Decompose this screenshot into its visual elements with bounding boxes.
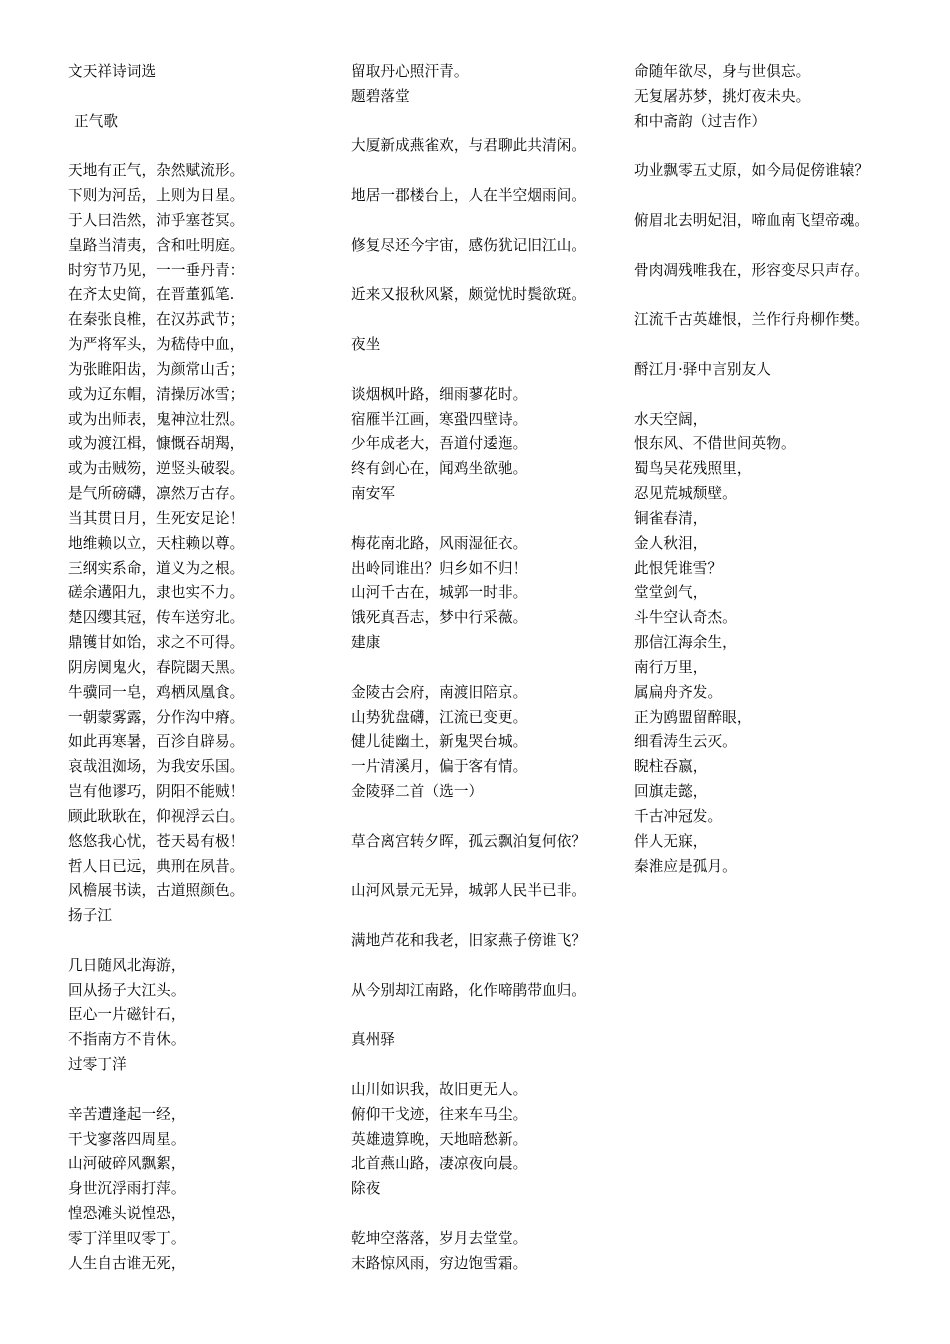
text-line: 文天祥诗词选	[68, 63, 157, 80]
text-line: 当其贯日月，生死安足论！	[68, 509, 245, 527]
text-line: 山川如识我，故旧更无人。	[351, 1080, 528, 1098]
text-line: 恨东风、不借世间英物。	[634, 435, 796, 453]
text-line: 或为渡江楫，慷慨吞胡羯，	[68, 435, 245, 453]
text-line: 一片清溪月，偏于客有情。	[351, 758, 528, 776]
text-line: 酹江月·驿中言别友人	[634, 360, 771, 378]
text-line: 水天空阔，	[634, 410, 708, 428]
blank-line	[68, 134, 330, 159]
text-line: 秦淮应是孤月。	[634, 857, 737, 875]
text-line: 下则为河岳，上则为日星。	[68, 187, 245, 205]
blank-line	[634, 383, 934, 408]
text-line: 伴人无寐，	[634, 832, 708, 850]
text-line: 或为出师表，鬼神泣壮烈。	[68, 410, 245, 428]
blank-line	[351, 110, 621, 135]
text-line: 睨柱吞嬴，	[634, 758, 708, 776]
text-line: 岂有他谬巧，阴阳不能贼！	[68, 783, 245, 801]
text-line: 健儿徒幽土，新鬼哭台城。	[351, 733, 528, 751]
text-column-middle	[351, 60, 621, 1277]
blank-line	[634, 283, 934, 308]
text-line: 或为辽东帽，清操厉冰雪；	[68, 385, 245, 403]
text-line: 或为击贼笏，逆竖头破裂。	[68, 460, 245, 478]
text-line: 那信江海余生，	[634, 634, 737, 652]
blank-line	[351, 358, 621, 383]
text-line: 和中斋韵（过吉作）	[634, 112, 767, 130]
text-line: 回从扬子大江头。	[68, 981, 186, 999]
text-line: 楚囚缨其冠，传车送穷北。	[68, 609, 245, 627]
text-line: 皇路当清夷，含和吐明庭。	[68, 236, 245, 254]
text-line: 金陵古会府，南渡旧陪京。	[351, 683, 528, 701]
text-line: 为张睢阳齿，为颜常山舌；	[68, 360, 245, 378]
text-line: 三纲实系命，道义为之根。	[68, 559, 245, 577]
text-line: 梅花南北路，风雨湿征衣。	[351, 534, 528, 552]
text-line: 功业飘零五丈原，如今局促傍谁辕？	[634, 162, 870, 180]
text-line: 惶恐滩头说惶恐，	[68, 1205, 186, 1223]
text-line: 此恨凭谁雪？	[634, 559, 723, 577]
blank-line	[351, 1053, 621, 1078]
text-line: 终有剑心在，闻鸡坐欲驰。	[351, 460, 528, 478]
text-line: 不指南方不肯休。	[68, 1031, 186, 1049]
text-line: 俯仰干戈迹，往来车马尘。	[351, 1105, 528, 1123]
text-line: 哀哉沮洳场，为我安乐国。	[68, 758, 245, 776]
text-line: 身世沉浮雨打萍。	[68, 1180, 186, 1198]
text-line: 修复尽还今宇宙，感伤犹记旧江山。	[351, 236, 587, 254]
text-line: 鼎镬甘如饴，求之不可得。	[68, 634, 245, 652]
text-line: 悠悠我心忧，苍天曷有极！	[68, 832, 245, 850]
text-line: 蜀鸟吴花残照里，	[634, 460, 752, 478]
text-line: 铜雀春清，	[634, 509, 708, 527]
text-line: 人生自古谁无死，	[68, 1254, 186, 1272]
text-line: 除夜	[351, 1180, 381, 1198]
text-line: 过零丁洋	[68, 1056, 127, 1074]
text-line: 金陵驿二首（选一）	[351, 783, 484, 801]
text-column-right	[634, 60, 934, 879]
blank-line	[351, 855, 621, 880]
text-line: 命随年欲尽，身与世俱忘。	[634, 63, 811, 80]
text-line: 磋余遘阳九，隶也实不力。	[68, 584, 245, 602]
text-line: 千古冲冠发。	[634, 807, 723, 825]
blank-line	[351, 259, 621, 284]
text-line: 俯眉北去明妃泪，啼血南飞望帝魂。	[634, 211, 870, 229]
text-line: 辛苦遭逢起一经，	[68, 1105, 186, 1123]
blank-line	[351, 805, 621, 830]
text-line: 北首燕山路，凄凉夜向晨。	[351, 1155, 528, 1173]
text-line: 干戈寥落四周星。	[68, 1130, 186, 1148]
blank-line	[351, 209, 621, 234]
text-line: 近来又报秋风紧，颇觉忧时鬓欲斑。	[351, 286, 587, 304]
text-line: 金人秋泪，	[634, 534, 708, 552]
text-line: 建康	[351, 634, 381, 652]
blank-line	[351, 656, 621, 681]
text-line: 饿死真吾志，梦中行采薇。	[351, 609, 528, 627]
text-line: 臣心一片磁针石，	[68, 1006, 186, 1024]
text-line: 在齐太史简，在晋董狐笔.	[68, 286, 235, 304]
blank-line	[351, 1202, 621, 1227]
text-line: 题碧落堂	[351, 87, 410, 105]
blank-line	[351, 159, 621, 184]
text-line: 草合离宫转夕晖，孤云飘泊复何依？	[351, 832, 587, 850]
text-line: 出岭同谁出？归乡如不归！	[351, 559, 528, 577]
text-line: 扬子江	[68, 907, 113, 925]
text-line: 哲人日已远，典刑在夙昔。	[68, 857, 245, 875]
text-line: 末路惊风雨，穷边饱雪霜。	[351, 1254, 528, 1272]
blank-line	[351, 954, 621, 979]
blank-line	[634, 333, 934, 358]
text-line: 一朝蒙雾露，分作沟中瘠。	[68, 708, 245, 726]
text-line: 为严将军头，为嵇侍中血，	[68, 336, 245, 354]
text-line: 留取丹心照汗青。	[351, 63, 469, 80]
blank-line	[634, 234, 934, 259]
blank-line	[351, 1003, 621, 1028]
text-line: 地维赖以立，天柱赖以尊。	[68, 534, 245, 552]
text-line: 真州驿	[351, 1031, 396, 1049]
text-line: 山河风景元无异，城郭人民半已非。	[351, 882, 587, 900]
text-line: 风檐展书读，古道照颜色。	[68, 882, 245, 900]
text-line: 在秦张良椎，在汉苏武节；	[68, 311, 245, 329]
text-line: 骨肉凋残唯我在，形容变尽只声存。	[634, 261, 870, 279]
blank-line	[68, 1078, 330, 1103]
text-line: 忍见荒城颓壁。	[634, 485, 737, 503]
text-line: 如此再寒暑，百沴自辟易。	[68, 733, 245, 751]
text-line: 几日随风北海游，	[68, 956, 186, 974]
blank-line	[634, 184, 934, 209]
text-line: 回旗走懿，	[634, 783, 708, 801]
text-line: 无复屠苏梦，挑灯夜未央。	[634, 87, 811, 105]
text-line: 细看涛生云灭。	[634, 733, 737, 751]
blank-line	[634, 134, 934, 159]
text-line: 阴房阒鬼火，春院閟天黑。	[68, 658, 245, 676]
text-line: 英雄遗算晚，天地暗愁新。	[351, 1130, 528, 1148]
text-line: 少年成老大，吾道付逶迤。	[351, 435, 528, 453]
text-line: 顾此耿耿在，仰视浮云白。	[68, 807, 245, 825]
text-line: 谈烟枫叶路，细雨蓼花时。	[351, 385, 528, 403]
blank-line	[68, 929, 330, 954]
text-line: 时穷节乃见，一一垂丹青：	[68, 261, 245, 279]
text-column-left	[68, 60, 330, 1277]
text-line: 满地芦花和我老，旧家燕子傍谁飞？	[351, 931, 587, 949]
text-line: 山河千古在，城郭一时非。	[351, 584, 528, 602]
text-line: 地居一郡楼台上，人在半空烟雨间。	[351, 187, 587, 205]
text-line: 江流千古英雄恨，兰作行舟柳作樊。	[634, 311, 870, 329]
text-line: 斗牛空认奇杰。	[634, 609, 737, 627]
blank-line	[68, 85, 330, 110]
text-line: 正气歌	[74, 112, 119, 130]
text-line: 大厦新成燕雀欢，与君聊此共清闲。	[351, 137, 587, 155]
text-line: 乾坤空落落，岁月去堂堂。	[351, 1229, 528, 1247]
blank-line	[351, 507, 621, 532]
text-line: 夜坐	[351, 336, 381, 354]
text-line: 从今别却江南路，化作啼鹃带血归。	[351, 981, 587, 999]
text-line: 南行万里，	[634, 658, 708, 676]
text-line: 堂堂剑气，	[634, 584, 708, 602]
text-line: 山河破碎风飘絮，	[68, 1155, 186, 1173]
text-line: 牛骥同一皂，鸡栖凤凰食。	[68, 683, 245, 701]
text-line: 天地有正气，杂然赋流形。	[68, 162, 245, 180]
text-line: 宿雁半江画，寒蛩四壁诗。	[351, 410, 528, 428]
blank-line	[351, 308, 621, 333]
blank-line	[351, 904, 621, 929]
text-line: 零丁洋里叹零丁。	[68, 1229, 186, 1247]
text-line: 于人曰浩然，沛乎塞苍冥。	[68, 211, 245, 229]
text-line: 南安军	[351, 485, 396, 503]
text-line: 是气所磅礴，凛然万古存。	[68, 485, 245, 503]
text-line: 山势犹盘礴，江流已变更。	[351, 708, 528, 726]
text-line: 正为鸥盟留醉眼，	[634, 708, 752, 726]
text-line: 属扁舟齐发。	[634, 683, 723, 701]
